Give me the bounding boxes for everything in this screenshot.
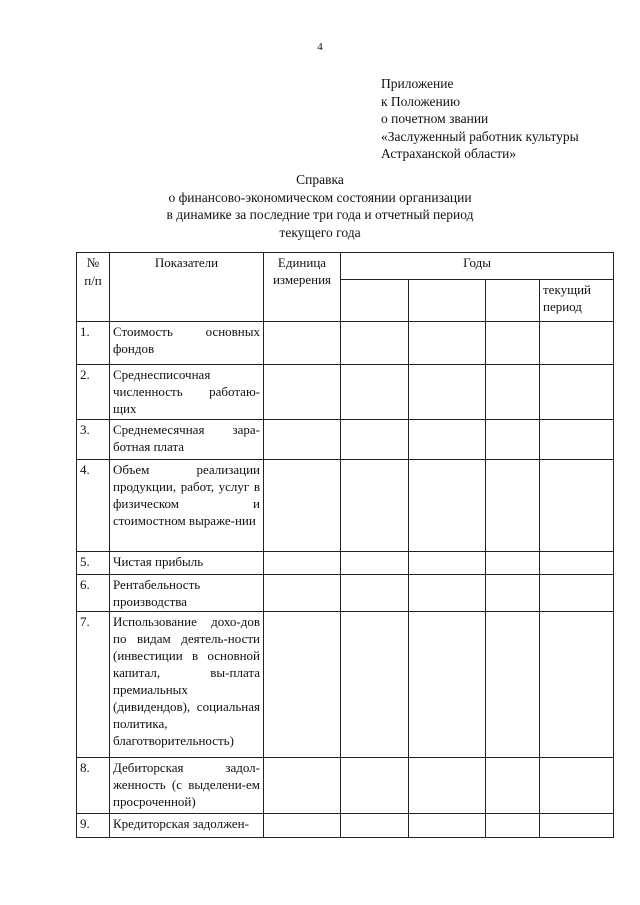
data-cell <box>264 552 341 575</box>
data-cell <box>540 460 614 552</box>
table-row <box>77 420 614 460</box>
row-number: 5. <box>77 552 110 575</box>
data-cell <box>341 575 409 612</box>
data-cell <box>341 612 409 758</box>
data-cell <box>486 365 540 420</box>
data-cell <box>409 612 486 758</box>
data-cell <box>409 575 486 612</box>
header-years: Годы <box>341 253 614 280</box>
data-cell <box>264 460 341 552</box>
row-indicator: Рентабельность производства <box>110 575 264 612</box>
title-heading: Справка <box>296 172 344 187</box>
year-cell <box>341 280 409 322</box>
data-cell <box>341 814 409 838</box>
row-indicator: Среднесписочная численность работаю-щих <box>110 365 264 420</box>
data-cell <box>540 552 614 575</box>
table-row <box>77 552 614 575</box>
data-cell <box>486 552 540 575</box>
data-cell <box>264 322 341 365</box>
data-cell <box>341 365 409 420</box>
data-cell <box>486 814 540 838</box>
table-row <box>77 322 614 365</box>
row-indicator: Чистая прибыль <box>110 552 264 575</box>
data-cell <box>341 758 409 814</box>
table-row <box>77 575 614 612</box>
year-cell <box>486 280 540 322</box>
data-cell <box>409 758 486 814</box>
data-cell <box>486 758 540 814</box>
data-cell <box>264 758 341 814</box>
row-indicator: Дебиторская задол-женность (с выделени-ем просроченной) <box>110 758 264 814</box>
title-line: в динамике за последние три года и отчетный период <box>166 207 474 222</box>
data-cell <box>264 814 341 838</box>
row-number: 8. <box>77 758 110 814</box>
data-cell <box>409 814 486 838</box>
annex-line: Приложение <box>381 76 454 91</box>
data-cell <box>341 460 409 552</box>
annex-line: к Положению <box>381 93 461 109</box>
table-row <box>77 758 614 814</box>
header-unit: Единица измерения <box>264 253 341 322</box>
data-cell <box>409 460 486 552</box>
data-cell <box>264 420 341 460</box>
data-cell <box>540 322 614 365</box>
year-cell <box>409 280 486 322</box>
data-cell <box>264 612 341 758</box>
data-cell <box>540 814 614 838</box>
annex-line: «Заслуженный работник культуры <box>381 128 579 144</box>
page-number: 4 <box>317 41 323 53</box>
data-cell <box>540 365 614 420</box>
document-title <box>0 171 640 241</box>
row-indicator: Кредиторская задолжен- <box>110 814 264 838</box>
data-cell <box>341 420 409 460</box>
table-row <box>77 460 614 552</box>
data-cell <box>486 575 540 612</box>
header-current-period: текущий период <box>540 280 614 322</box>
row-number: 9. <box>77 814 110 838</box>
title-line: о финансово-экономическом состоянии организации <box>168 189 472 205</box>
report-table <box>76 252 614 838</box>
annex-line: Астраханской области» <box>381 146 517 161</box>
table-row <box>77 814 614 838</box>
table-row <box>77 612 614 758</box>
table-row <box>77 365 614 420</box>
row-indicator: Объем реализации продукции, работ, услуг в физическом и стоимостном выраже-нии <box>110 460 264 552</box>
row-indicator: Использование дохо-дов по видам деятель-ности (инвестиции в основной капитал, вы-плата премиальных (дивидендов), социальная политика, благотворительность) <box>110 612 264 758</box>
data-cell <box>486 420 540 460</box>
row-number: 2. <box>77 365 110 420</box>
title-line: текущего года <box>279 224 361 240</box>
data-cell <box>486 612 540 758</box>
header-num: № п/п <box>77 253 110 322</box>
data-cell <box>540 575 614 612</box>
data-cell <box>540 758 614 814</box>
row-number: 6. <box>77 575 110 612</box>
data-cell <box>341 322 409 365</box>
row-number: 1. <box>77 322 110 365</box>
data-cell <box>264 575 341 612</box>
row-number: 3. <box>77 420 110 460</box>
data-cell <box>409 552 486 575</box>
header-indicators: Показатели <box>110 253 264 322</box>
data-cell <box>486 322 540 365</box>
data-cell <box>341 552 409 575</box>
annex-line: о почетном звании <box>381 111 489 126</box>
data-cell <box>409 322 486 365</box>
data-cell <box>540 612 614 758</box>
row-number: 4. <box>77 460 110 552</box>
data-cell <box>264 365 341 420</box>
data-cell <box>409 365 486 420</box>
row-number: 7. <box>77 612 110 758</box>
data-cell <box>540 420 614 460</box>
data-cell <box>486 460 540 552</box>
annex-block <box>381 75 579 163</box>
row-indicator: Стоимость основных фондов <box>110 322 264 365</box>
row-indicator: Среднемесячная зара-ботная плата <box>110 420 264 460</box>
data-cell <box>409 420 486 460</box>
